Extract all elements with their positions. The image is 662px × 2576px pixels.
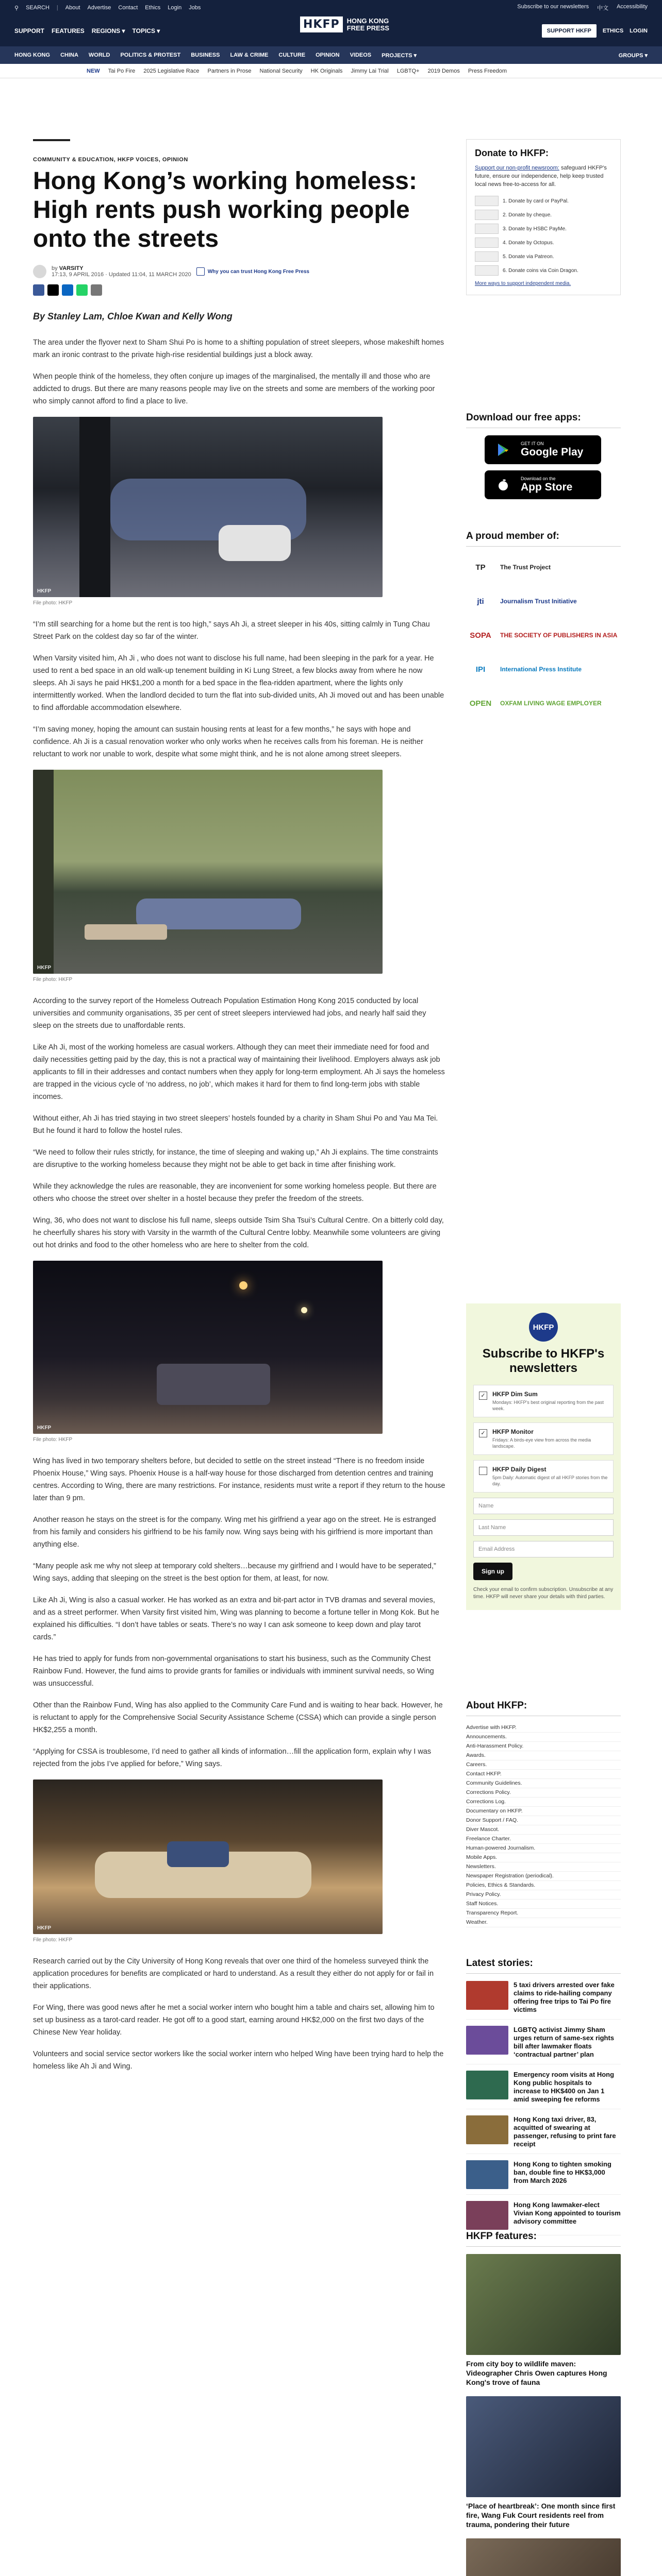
about-link[interactable]: Transparency Report. (466, 1909, 621, 1918)
nav-item[interactable]: WORLD (88, 52, 110, 58)
nav-groups[interactable]: GROUPS ▾ (618, 52, 648, 59)
about-link[interactable]: Freelance Charter. (466, 1835, 621, 1844)
login-nav-link[interactable]: LOGIN (630, 28, 648, 34)
trending-link[interactable]: 2025 Legislative Race (143, 67, 200, 74)
masthead-nav-item[interactable]: FEATURES (52, 27, 85, 35)
member-org[interactable] (466, 656, 621, 683)
about-link[interactable]: Advertise with HKFP. (466, 1723, 621, 1733)
donate-option-link[interactable]: 5. Donate via Patreon. (503, 253, 554, 260)
paragraph: Research carried out by the City University of Hong Kong reveals that over one third of the homeless surveyed think the application procedures for benefits are complicated or hard to understand. As a result they either do not apply for or fail in their applications. (33, 1957, 434, 1990)
paragraph: According to the survey report of the Homeless Outreach Population Estimation Hong Kong 2015 conducted by local universities and community organisations, 35 per cent of street sleepers interviewed had jobs, and nearly half said they sleep on the streets due to unaffordable rents. (33, 997, 426, 1030)
latest-story[interactable] (466, 2026, 621, 2064)
newsletter-checkbox[interactable]: ✓ (479, 1392, 487, 1400)
sign-up-button[interactable]: Sign up (473, 1563, 512, 1580)
newsletter-signup (466, 1303, 621, 1610)
article-photo-night-street (33, 1261, 383, 1434)
member-name: The Trust Project (500, 564, 551, 571)
story-thumbnail (466, 2115, 508, 2144)
features-list (466, 2254, 621, 2576)
google-play-icon (496, 443, 510, 457)
apps-section (466, 412, 621, 505)
about-link[interactable]: Corrections Log. (466, 1798, 621, 1807)
accessibility-link[interactable]: Accessibility (617, 4, 648, 10)
photo-watermark: HKFP (37, 1425, 52, 1431)
divider (33, 139, 70, 141)
paragraph: The area under the flyover next to Sham Shui Po is home to a shifting population of street sleepers, whose makeshift homes mark an ironic contrast to the private high-rise residential buildings just a block away. (33, 338, 444, 359)
avatar (33, 265, 46, 278)
donate-title: Donate to HKFP: (475, 148, 549, 158)
feature-title[interactable]: ‘Place of heartbreak’: One month since first fire, Wang Fuk Court residents reel from trauma, pondering their future (466, 2502, 616, 2529)
payment-logo (475, 224, 499, 234)
story-thumbnail (466, 2201, 508, 2230)
paragraph: Like Ah Ji, Wing is also a casual worker. He has worked as an extra and bit-part actor in TVB dramas and several movies, and as a street performer. When Varsity first visited him, Wing was planning to become a fortune teller in Mong Kok. But he explained his difficulties. “I don’t have tables or seats. There’s no way I can ask someone to keep down and play tarot cards.” (33, 1596, 439, 1641)
photo-watermark: HKFP (37, 588, 52, 594)
newsletter-name: HKFP Daily Digest (492, 1466, 547, 1473)
nav-item[interactable]: OPINION (316, 52, 340, 58)
member-title: A proud member of: (466, 531, 621, 547)
feature-image[interactable] (466, 2254, 621, 2355)
about-links (466, 1723, 621, 1927)
paragraph: “I’m still searching for a home but the rent is too high,” says Ah Ji, a street sleeper in his 40s, sitting calmly in Tung Chau Street Park on the coldest day so far of the winter. (33, 620, 430, 641)
latest-story[interactable] (466, 1981, 621, 2020)
x-share-icon[interactable] (47, 284, 59, 296)
photo-caption: File photo: HKFP (33, 1437, 73, 1443)
search-icon[interactable]: ⚲ (14, 5, 19, 11)
newsletter-name: HKFP Dim Sum (492, 1391, 538, 1398)
newsletter-options (473, 1385, 614, 1493)
about-link[interactable]: About (65, 5, 80, 11)
about-link[interactable]: Awards. (466, 1751, 621, 1760)
donate-option-link[interactable]: 6. Donate coins via Coin Dragon. (503, 267, 578, 274)
newsletter-option[interactable] (473, 1460, 614, 1493)
article-categories[interactable]: COMMUNITY & EDUCATION, HKFP VOICES, OPINION (33, 157, 188, 163)
about-link[interactable]: Announcements. (466, 1733, 621, 1742)
member-logo: jti (477, 597, 484, 606)
about-title: About HKFP: (466, 1700, 621, 1716)
newsletter-option[interactable] (473, 1385, 614, 1417)
article-title: Hong Kong’s working homeless: High rents push working people onto the streets (33, 167, 417, 252)
member-name: Journalism Trust Initiative (500, 598, 577, 605)
first-name-field[interactable]: Name (473, 1498, 614, 1514)
photo-caption: File photo: HKFP (33, 600, 73, 606)
newsletter-title: Subscribe to HKFP's newsletters (482, 1347, 605, 1375)
about-link[interactable]: Contact HKFP. (466, 1770, 621, 1779)
paragraph: He has tried to apply for funds from non-governmental organisations to start his business, such as the Community Chest Rainbow Fund. However, the fund aims to provide grants for families or individuals with imminent survival needs, so Wing was unsuccessful. (33, 1655, 434, 1688)
story-thumbnail (466, 2071, 508, 2099)
member-logo: SOPA (470, 631, 491, 640)
trending-link[interactable]: Tai Po Fire (108, 67, 136, 74)
photo-watermark: HKFP (37, 965, 52, 971)
nav-item[interactable]: VIDEOS (350, 52, 372, 58)
about-link[interactable]: Newspaper Registration (periodical). (466, 1872, 621, 1881)
article-photo-shelter-bedding (33, 1780, 383, 1934)
story-title[interactable]: Hong Kong lawmaker-elect Vivian Kong appointed to tourism advisory committee (514, 2201, 621, 2225)
login-link[interactable]: Login (168, 5, 182, 11)
masthead-nav-item[interactable]: SUPPORT (14, 27, 45, 35)
paragraph: Volunteers and social service sector workers like the social worker intern who helped Wing have been trying hard to help the homeless like Ah Ji and Wing. (33, 2050, 444, 2071)
member-org[interactable] (466, 588, 621, 615)
feature-image[interactable] (466, 2396, 621, 2497)
about-link[interactable]: Staff Notices. (466, 1900, 621, 1909)
payment-logo (475, 265, 499, 276)
payment-logo (475, 210, 499, 220)
email-field[interactable]: Email Address (473, 1541, 614, 1557)
newsletter-desc: Mondays: HKFP's best original reporting from the past week. (492, 1400, 604, 1411)
about-link[interactable]: Careers. (466, 1760, 621, 1770)
article-meta (33, 265, 445, 278)
latest-story[interactable] (466, 2115, 621, 2154)
about-link[interactable]: Policies, Ethics & Standards. (466, 1881, 621, 1890)
member-name: OXFAM LIVING WAGE EMPLOYER (500, 700, 602, 707)
article-photo-homeless-sleeper (33, 417, 383, 597)
support-hkfp-button[interactable]: SUPPORT HKFP (542, 24, 597, 38)
latest-story[interactable] (466, 2160, 621, 2195)
member-logo: TP (475, 563, 486, 572)
donate-intro-link[interactable]: Support our non-profit newsroom: (475, 165, 559, 171)
paragraph: When Varsity visited him, Ah Ji , who does not want to disclose his full name, had been sleeping in the park for a year. He used to rent a bed space in an old walk-up tenement building in Ki Lung Street, a few blocks away from where he now sleeps. Ah Ji says he paid HK$1,200 a month for a bed space in the flea-ridden apartment, where the lights only intermittently worked. When the landlord decided to turn the flat into sub-divided units, Ah Ji moved out and has been unable to find affordable accommodation elsewhere. (33, 654, 444, 712)
donate-option-link[interactable]: 3. Donate by HSBC PayMe. (503, 226, 567, 232)
story-thumbnail (466, 1981, 508, 2010)
newsletter-name: HKFP Monitor (492, 1428, 534, 1435)
hkfp-logo[interactable] (300, 16, 389, 32)
whatsapp-share-icon[interactable] (76, 284, 88, 296)
latest-story[interactable] (466, 2071, 621, 2109)
byline: by VARSITY 17:13, 9 APRIL 2016 · Updated 11:04, 11 MARCH 2020 (52, 265, 191, 278)
story-thumbnail (466, 2160, 508, 2189)
nav-item[interactable]: CULTURE (278, 52, 306, 58)
article-photo-park-sleeper (33, 770, 383, 974)
donate-option-link[interactable]: 4. Donate by Octopus. (503, 240, 554, 246)
donate-option-link[interactable]: 2. Donate by cheque. (503, 212, 552, 218)
paragraph: Other than the Rainbow Fund, Wing has also applied to the Community Care Fund and is waiting to hear back. However, he is reluctant to apply for the Comprehensive Social Security Assistance Scheme (CSSA) which can provide a single person HK$2,255 a month. (33, 1701, 443, 1734)
newsletter-option[interactable] (473, 1422, 614, 1455)
email-share-icon[interactable] (91, 284, 102, 296)
app-store-button[interactable]: Download on the App Store (485, 470, 601, 499)
paragraph: While they acknowledge the rules are reasonable, they are inconvenient for some working homeless people. But there are others who choose the street over shelter in a hostel because they prefer the freedom of the streets. (33, 1182, 437, 1203)
article (33, 139, 445, 2082)
photo-watermark: HKFP (37, 1925, 52, 1931)
ethics-link[interactable]: Ethics (145, 5, 161, 11)
apple-icon (496, 478, 510, 492)
donate-box (466, 139, 621, 295)
share-buttons (33, 284, 445, 296)
linkedin-share-icon[interactable] (62, 284, 73, 296)
paragraph: For Wing, there was good news after he met a social worker intern who bought him a table and chairs set, allowing him to set up business as a tarot-card reader. He got off to a good start, earning around HK$2,000 on the first two days of the Chinese New Year holiday. (33, 2004, 435, 2037)
main-navigation (0, 46, 662, 64)
about-link[interactable]: Corrections Policy. (466, 1788, 621, 1798)
paragraph: When people think of the homeless, they often conjure up images of the marginalised, the mentally ill and those who are addicted to drugs. But there are many reasons people may live on the streets and some are members of the working poor who simply cannot afford to find a place to live. (33, 372, 435, 405)
author-link[interactable]: VARSITY (59, 265, 84, 272)
story-title[interactable]: Hong Kong taxi driver, 83, acquitted of swearing at passenger, refusing to print fare receipt (514, 2115, 616, 2148)
story-title[interactable]: Hong Kong to tighten smoking ban, double fine to HK$3,000 from March 2026 (514, 2160, 611, 2184)
masthead-nav-item[interactable]: TOPICS ▾ (132, 27, 160, 35)
payment-logo (475, 196, 499, 206)
donate-option (475, 196, 612, 206)
latest-story[interactable] (466, 2201, 621, 2235)
donate-intro: Support our non-profit newsroom: safeguard HKFP's future, ensure our independence, help keep trusted local news free-to-access for all. (475, 165, 607, 188)
story-title[interactable]: LGBTQ activist Jimmy Sham urges return of same-sex rights bill after lawmaker floats ‘contractual partner’ plan (514, 2026, 615, 2058)
paragraph: Like Ah Ji, most of the working homeless are casual workers. Although they can meet their immediate need for food and daily necessities getting paid by the day, this is not a practical way of maintaining their livelihood. Employers always ask job applicants to fill in their addresses and contact numbers when they apply for long-term employment. Ah Ji says the homeless are trapped in the vicious cycle of ‘no address, no job’, which makes it hard for them to find long-term jobs with stable incomes. (33, 1043, 445, 1101)
donate-options (475, 196, 612, 276)
payment-logo (475, 251, 499, 262)
divider: | (56, 5, 58, 11)
donate-option (475, 224, 612, 234)
last-name-field[interactable]: Last Name (473, 1519, 614, 1536)
donate-option-link[interactable]: 1. Donate by card or PayPal. (503, 198, 569, 204)
hkfp-badge: HKFP (529, 1313, 558, 1342)
about-link[interactable]: Newsletters. (466, 1862, 621, 1872)
nav-item[interactable]: PROJECTS ▾ (382, 52, 417, 59)
nav-item[interactable]: LAW & CRIME (230, 52, 269, 58)
trending-link[interactable]: HK Originals (310, 67, 343, 74)
latest-title: Latest stories: (466, 1958, 621, 1974)
feature-title[interactable]: From city boy to wildlife maven: Videographer Chris Owen captures Hong Kong's trove of fauna (466, 2360, 607, 2386)
masthead-nav-item[interactable]: REGIONS ▾ (91, 27, 125, 35)
article-body (33, 336, 445, 2073)
contact-link[interactable]: Contact (118, 5, 138, 11)
logo-text: HONG KONG FREE PRESS (346, 16, 389, 32)
newsletter-checkbox[interactable]: ✓ (479, 1429, 487, 1437)
member-org[interactable] (466, 622, 621, 649)
about-link[interactable]: Documentary on HKFP. (466, 1807, 621, 1816)
language-link[interactable]: 中文 (597, 5, 609, 11)
member-section (466, 531, 621, 724)
about-link[interactable]: Human-powered Journalism. (466, 1844, 621, 1853)
member-logo: IPI (475, 665, 486, 674)
paragraph: Wing has lived in two temporary shelters before, but decided to settle on the street instead “There is no freedom inside Phoenix House,” Wing says. Phoenix House is a half-way house for those discharged from detention centres and training centres. According to Wing, there are many restrictions. For instance, residents must write a report if they return to the house later than 9 pm. (33, 1457, 445, 1502)
trust-link[interactable]: Why you can trust Hong Kong Free Press (196, 267, 309, 276)
masthead-nav (14, 27, 160, 35)
paragraph: Wing, 36, who does not want to disclose his full name, sleeps outside Tsim Sha Tsui’s Cultural Centre. On a bitterly cold day, he cheerfully shares his story with Varsity in the warmth of the Cultural Centre lobby. Meanwhile some volunteers are giving out hot drinks and food to the other homeless who are here to shelter from the cold. (33, 1216, 444, 1249)
member-org[interactable] (466, 554, 621, 581)
facebook-share-icon[interactable] (33, 284, 44, 296)
features-title: HKFP features: (466, 2231, 621, 2247)
paragraph: “I’m saving money, hoping the amount can sustain housing rents at least for a few months,” he says with hope and confidence. Ah Ji is a casual renovation worker who only works when he receives calls from his foreman. He is neither reluctant to work nor unable to work, despite what some might think, and he is not alone among street sleepers. (33, 725, 423, 758)
advertise-link[interactable]: Advertise (87, 5, 111, 11)
story-thumbnail (466, 2026, 508, 2055)
member-name: International Press Institute (500, 666, 582, 673)
apps-title: Download our free apps: (466, 412, 621, 428)
nav-item[interactable]: POLITICS & PROTEST (120, 52, 181, 58)
paragraph: “We need to follow their rules strictly, for instance, the time of sleeping and waking up,” Ah Ji explains. The time constraints are disruptive to the working homeless because they might not be able to get back in time after finishing work. (33, 1148, 438, 1169)
trending-link[interactable]: LGBTQ+ (396, 67, 420, 74)
donate-option (475, 251, 612, 262)
about-link[interactable]: Weather. (466, 1918, 621, 1927)
member-list (466, 554, 621, 717)
jobs-link[interactable]: Jobs (189, 5, 201, 11)
newsletter-desc: Fridays: A birds-eye view from across the media landscape. (492, 1437, 591, 1449)
nav-item[interactable]: HONG KONG (14, 52, 51, 58)
search-link[interactable]: SEARCH (26, 5, 49, 11)
newsletter-note: Check your email to confirm subscription. Unsubscribe at any time. HKFP will never share your details with third parties. (473, 1587, 614, 1600)
about-link[interactable]: Anti-Harassment Policy. (466, 1742, 621, 1751)
about-link[interactable]: Privacy Policy. (466, 1890, 621, 1900)
paragraph: Without either, Ah Ji has tried staying in two street sleepers’ hostels founded by a charity in Sham Shui Po and Yau Ma Tei. But he found it hard to follow the hostel rules. (33, 1114, 438, 1135)
photo-caption: File photo: HKFP (33, 1937, 73, 1943)
trust-icon (196, 267, 205, 276)
about-section (466, 1700, 621, 1927)
newsletter-link[interactable]: Subscribe to our newsletters (517, 4, 589, 10)
newsletter-desc: 5pm Daily: Automatic digest of all HKFP stories from the day. (492, 1475, 608, 1486)
top-utility-bar (0, 0, 662, 15)
trending-link[interactable]: National Security (259, 67, 303, 74)
latest-stories (466, 1958, 621, 2242)
updated-date: Updated 11:04, 11 MARCH 2020 (108, 272, 191, 278)
about-link[interactable]: Donor Support / FAQ. (466, 1816, 621, 1825)
paragraph: “Applying for CSSA is troublesome, I’d need to gather all kinds of information…fill the application form, explain why I was rejected from the jobs I’ve applied for before,” Wing says. (33, 1748, 432, 1768)
member-org[interactable] (466, 690, 621, 717)
story-title[interactable]: Emergency room visits at Hong Kong public hospitals to increase to HK$400 on Jan 1 amid sweeping fee reforms (514, 2071, 615, 2103)
about-link[interactable]: Community Guidelines. (466, 1779, 621, 1788)
more-ways-link[interactable]: More ways to support independent media. (475, 281, 571, 286)
nav-item[interactable]: BUSINESS (191, 52, 220, 58)
trending-link[interactable]: 2019 Demos (427, 67, 460, 74)
story-title[interactable]: 5 taxi drivers arrested over fake claims to ride-hailing company offering free trips to Tai Po fire victims (514, 1981, 615, 2013)
trending-link[interactable]: Jimmy Lai Trial (351, 67, 389, 74)
latest-list (466, 1981, 621, 2235)
donate-option (475, 265, 612, 276)
published-date: 17:13, 9 APRIL 2016 (52, 272, 104, 278)
new-label: NEW (87, 67, 100, 74)
nav-item[interactable]: CHINA (60, 52, 78, 58)
features-section (466, 2231, 621, 2576)
newsletter-checkbox[interactable] (479, 1467, 487, 1475)
logo-mark: HKFP (300, 16, 343, 32)
google-play-button[interactable]: GET IT ON Google Play (485, 435, 601, 464)
member-logo: OPEN (469, 699, 492, 708)
ethics-nav-link[interactable]: ETHICS (602, 28, 624, 34)
donate-option (475, 210, 612, 220)
donate-option (475, 238, 612, 248)
trending-link[interactable]: Partners in Prose (207, 67, 252, 74)
paragraph: Another reason he stays on the street is for the company. Wing met his girlfriend a year ago on the street. He is estranged from his family and considers his girlfriend to be his family now. Wing says being with his girlfriend is more important than anything else. (33, 1516, 436, 1549)
about-link[interactable]: Mobile Apps. (466, 1853, 621, 1862)
about-link[interactable]: Diver Mascot. (466, 1825, 621, 1835)
trending-link[interactable]: Press Freedom (468, 67, 507, 74)
article-authors: By Stanley Lam, Chloe Kwan and Kelly Wong (33, 311, 233, 321)
payment-logo (475, 238, 499, 248)
feature-image[interactable] (466, 2538, 621, 2576)
paragraph: “Many people ask me why not sleep at temporary cold shelters…because my girlfriend and I would have to be seperated,” Wing says, adding that sleeping on the street is the best option for them, at least, for now. (33, 1562, 436, 1583)
photo-caption: File photo: HKFP (33, 977, 73, 982)
trending-bar (0, 64, 662, 78)
member-name: THE SOCIETY OF PUBLISHERS IN ASIA (500, 632, 618, 639)
